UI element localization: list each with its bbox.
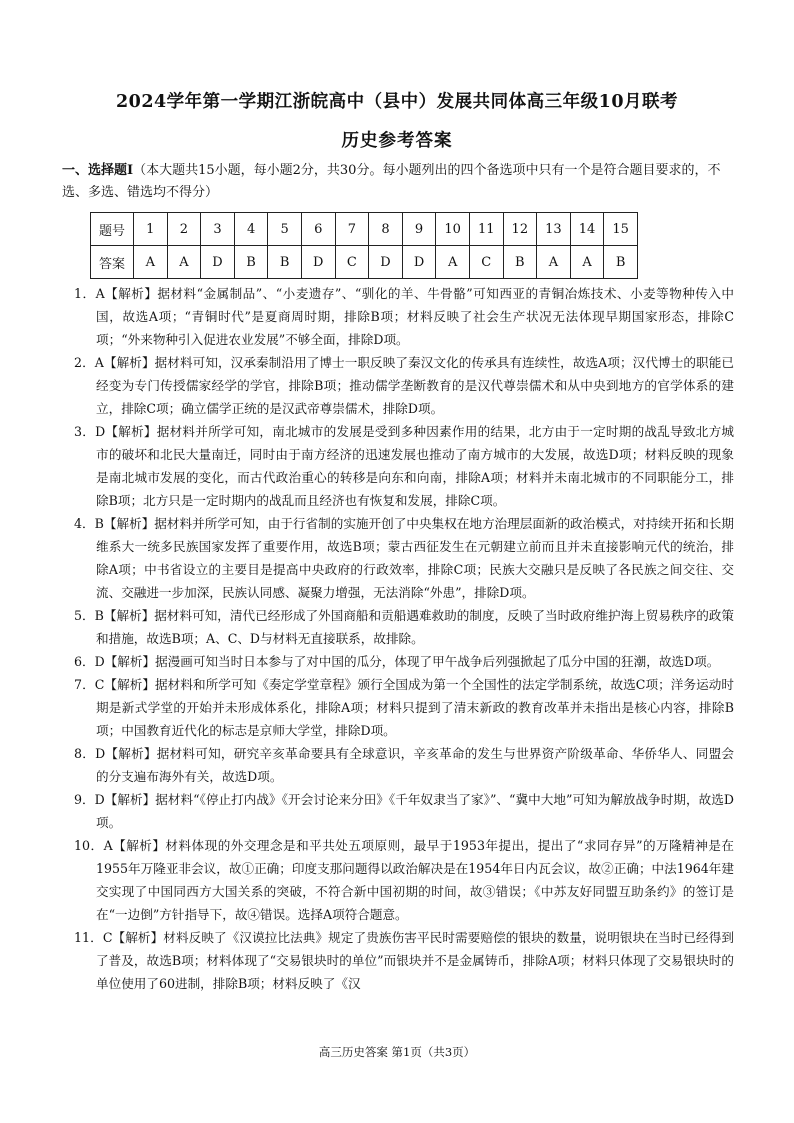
table-cell-answer: A — [167, 246, 201, 279]
item-text: C【解析】材料反映了《汉谟拉比法典》规定了贵族伤害平民时需要赔偿的银块的数量，说明银块在当时已经得到了普及，故选B项；材料体现了“交易银块时的单位”而银块并不是金属铸币，排除A项；材料只体现了交易银块时的单位使用了60进制，排除B项；材料反映了《汉 — [96, 930, 735, 991]
table-cell-number: 9 — [402, 213, 436, 246]
page-subtitle: 历史参考答案 — [341, 131, 453, 151]
item-text: C【解析】据材料和所学可知《奏定学堂章程》颁行全国成为第一个全国性的法定学制系统，故选C项；洋务运动时期是新式学堂的开始并未形成体系化，排除A项；材料只提到了清末新政的教育改革并未指出是核心内容，排除B项；中国教育近代化的标志是京师大学堂，排除D项。 — [94, 677, 734, 738]
table-cell-number: 13 — [537, 213, 571, 246]
table-cell-answer: A — [134, 246, 168, 279]
table-cell-answer: D — [301, 246, 335, 279]
item-number: 2． — [74, 355, 95, 370]
item-text: D【解析】据材料可知，研究辛亥革命要具有全球意识，辛亥革命的发生与世界资产阶级革命、华侨华人、同盟会的分支遍布海外有关，故选D项。 — [95, 746, 734, 784]
table-cell-number: 2 — [167, 213, 201, 246]
item-text: D【解析】据漫画可知当时日本参与了对中国的瓜分，体现了甲午战争后列强掀起了瓜分中国的狂潮，故选D项。 — [94, 654, 720, 669]
explanation-list — [74, 282, 734, 995]
answer-table-answer-row — [91, 246, 638, 279]
list-item — [74, 604, 734, 650]
table-cell-number: 14 — [570, 213, 604, 246]
table-cell-number: 7 — [335, 213, 369, 246]
answer-table — [90, 212, 638, 279]
table-cell-answer: D — [402, 246, 436, 279]
table-cell-number: 12 — [503, 213, 537, 246]
item-text: A【解析】材料体现的外交理念是和平共处五项原则，最早于1953年提出，提出了“求同存异”的万隆精神是在1955年万隆亚非会议，故①正确；印度支那问题得以政治解决是在1954年日内瓦会议，故②正确；中法1964年建交实现了中国同西方大国关系的突破，不符合新中国初期的时间，故③错误；《中苏友好同盟互助条约》的签订是在“一边倒”方针指导下，故④错误。选择A项符合题意。 — [96, 838, 734, 922]
table-cell-number: 15 — [604, 213, 638, 246]
table-cell-answer: D — [201, 246, 235, 279]
list-item — [74, 420, 734, 512]
list-item — [74, 512, 734, 604]
answer-table-number-row — [91, 213, 638, 246]
item-number: 7． — [74, 677, 95, 692]
item-text: D【解析】据材料并所学可知，南北城市的发展是受到多种因素作用的结果，北方由于一定时期的战乱导致北方城市的破坏和北民大量南迁，同时由于南方经济的迅速发展也推动了南方城市的大发展，故选D项；材料反映的现象是南北城市发展的变化，而古代政治重心的转移是向东和向南，排除A项；材料并未南北城市的不同职能分工，排除B项；北方只是一定时期内的战乱而且经济也有恢复和发展，排除C项。 — [95, 424, 734, 508]
table-cell-number: 3 — [201, 213, 235, 246]
table-cell-answer: A — [570, 246, 604, 279]
table-cell-answer: D — [369, 246, 403, 279]
page-title: 2024学年第一学期江浙皖高中（县中）发展共同体高三年级10月联考 — [115, 92, 679, 112]
item-text: B【解析】据材料并所学可知，由于行省制的实施开创了中央集权在地方治理层面新的政治模式，对持续开拓和长期维系大一统多民族国家发挥了重要作用，故选B项；蒙古西征发生在元朝建立前而且并未直接影响元代的统治，排除A项；中书省设立的主要目是提高中央政府的行政效率，排除C项；民族大交融只是反映了各民族之间交往、交流、交融进一步加深，民族认同感、凝聚力增强，无法消除“外患”，排除D项。 — [94, 516, 734, 600]
table-cell-answer: A — [436, 246, 470, 279]
list-item — [74, 282, 734, 351]
page-footer: 高三历史答案 第1页（共3页） — [318, 1045, 476, 1059]
section-heading — [62, 160, 732, 204]
item-text: D【解析】据材料“《停止打内战》《开会讨论来分田》《千年奴隶当了家》”、“冀中大地”可知为解放战争时期，故选D项。 — [94, 792, 735, 830]
table-cell-answer: B — [503, 246, 537, 279]
table-header-number: 题号 — [91, 213, 134, 246]
table-cell-number: 5 — [268, 213, 302, 246]
table-cell-answer: A — [537, 246, 571, 279]
list-item — [74, 673, 734, 742]
item-text: A【解析】据材料可知，汉承秦制沿用了博士一职反映了秦汉文化的传承具有连续性，故选A项；汉代博士的职能已经变为专门传授儒家经学的学官，排除B项；推动儒学垄断教育的是汉代尊崇儒术和从中央到地方的官学体系的建立，排除C项；确立儒学正统的是汉武帝尊崇儒术，排除D项。 — [94, 355, 734, 416]
list-item — [74, 351, 734, 420]
item-text: B【解析】据材料可知，清代已经形成了外国商船和贡船遇难救助的制度，反映了当时政府维护海上贸易秩序的政策和措施，故选B项；A、C、D与材料无直接联系，故排除。 — [94, 608, 734, 646]
list-item — [74, 742, 734, 788]
section-label: 一、选择题Ⅰ — [62, 163, 134, 178]
table-cell-answer: C — [335, 246, 369, 279]
table-cell-number: 6 — [301, 213, 335, 246]
table-cell-number: 10 — [436, 213, 470, 246]
list-item — [74, 788, 734, 834]
item-number: 5． — [74, 608, 95, 623]
item-number: 9． — [74, 792, 95, 807]
table-cell-number: 1 — [134, 213, 168, 246]
section-description: （本大题共15小题，每小题2分，共30分。每小题列出的四个备选项中只有一个是符合题目要求的，不选、多选、错选均不得分） — [62, 163, 721, 200]
table-cell-answer: C — [469, 246, 503, 279]
item-number: 8． — [74, 746, 96, 761]
item-number: 3． — [74, 424, 96, 439]
table-cell-answer: B — [268, 246, 302, 279]
item-number: 1． — [74, 286, 96, 301]
list-item — [74, 926, 734, 995]
item-number: 10． — [74, 838, 104, 853]
table-header-answer: 答案 — [91, 246, 134, 279]
item-text: A【解析】据材料“金属制品”、“小麦遗存”、“驯化的羊、牛骨骼”可知西亚的青铜冶炼技术、小麦等物种传入中国，故选A项；“青铜时代”是夏商周时期，排除B项；材料反映了社会生产状况无法体现早期国家形态，排除C项；“外来物种引入促进农业发展”不够全面，排除D项。 — [95, 286, 735, 347]
table-cell-answer: B — [234, 246, 268, 279]
list-item — [74, 834, 734, 926]
table-cell-answer: B — [604, 246, 638, 279]
table-cell-number: 8 — [369, 213, 403, 246]
item-number: 4． — [74, 516, 95, 531]
list-item — [74, 650, 734, 673]
table-cell-number: 11 — [469, 213, 503, 246]
table-cell-number: 4 — [234, 213, 268, 246]
item-number: 11． — [74, 930, 103, 945]
item-number: 6． — [74, 654, 95, 669]
